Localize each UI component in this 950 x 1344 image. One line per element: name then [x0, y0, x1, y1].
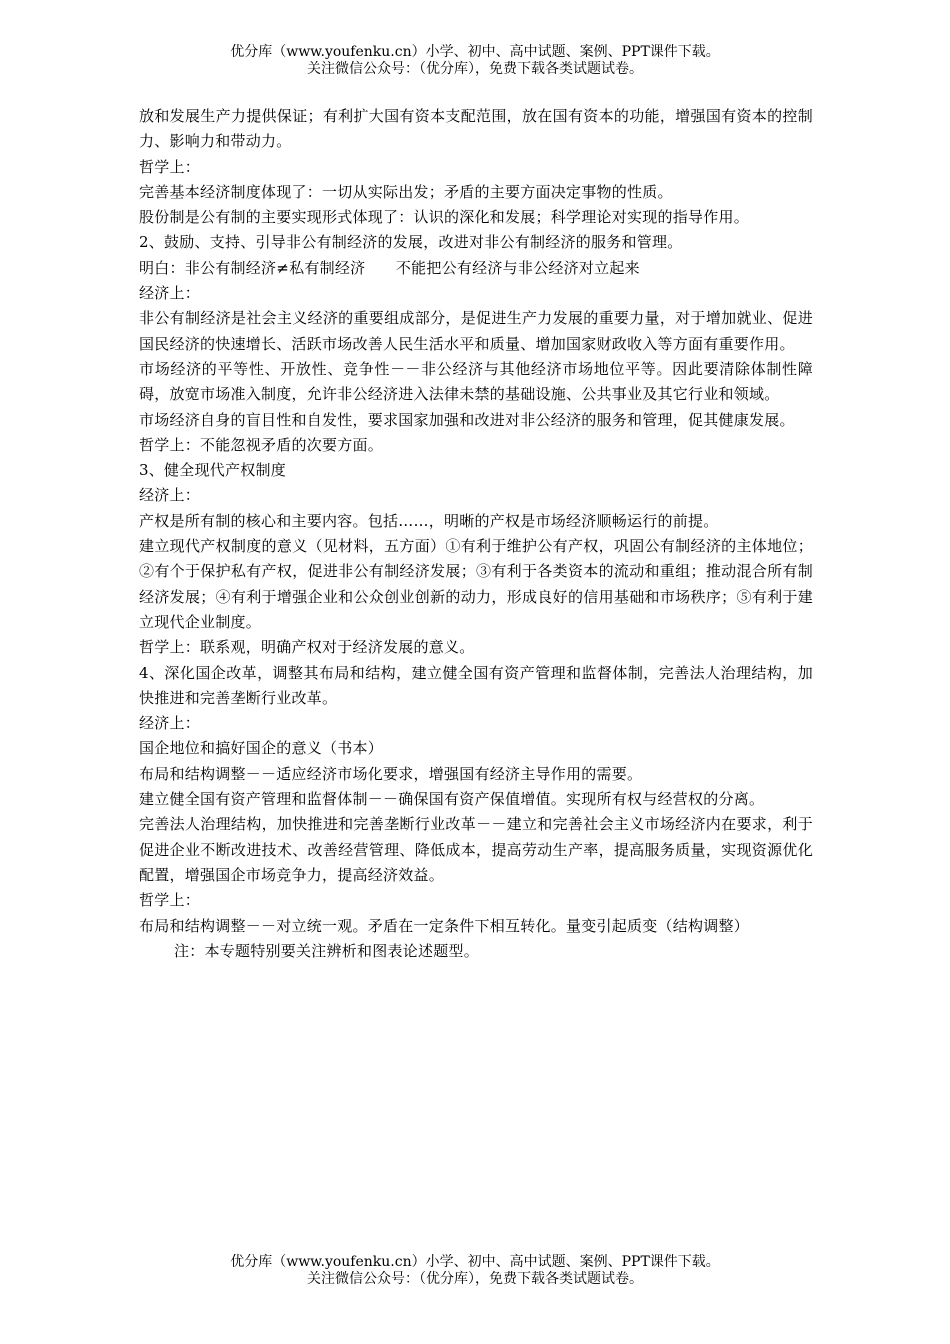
- document-body: [139, 104, 813, 964]
- footer-line-1: 优分库（www.youfenku.cn）小学、初中、高中试题、案例、PPT课件下载。: [230, 1254, 720, 1270]
- paragraph: 布局和结构调整－－适应经济市场化要求，增强国有经济主导作用的需要。: [139, 764, 643, 783]
- paragraph: 市场经济自身的盲目性和自发性，要求国家加强和改进对非公经济的服务和管理，促其健康发展。: [139, 410, 795, 429]
- section-heading: 2、鼓励、支持、引导非公有制经济的发展，改进对非公有制经济的服务和管理。: [139, 233, 683, 252]
- paragraph: 完善基本经济制度体现了：一切从实际出发；矛盾的主要方面决定事物的性质。: [139, 182, 673, 201]
- paragraph: 放和发展生产力提供保证；有利扩大国有资本支配范围，放在国有资本的功能，增强国有资本的控制力、影响力和带动力。: [139, 107, 813, 151]
- paragraph: 完善法人治理结构，加快推进和完善垄断行业改革－－建立和完善社会主义市场经济内在要求，利于促进企业不断改进技术、改善经营管理、降低成本，提高劳动生产率，提高服务质量，实现资源优化配置，增强国企市场竞争力，提高经济效益。: [139, 815, 813, 884]
- paragraph: 明白：非公有制经济≠私有制经济 不能把公有经济与非公经济对立起来: [139, 258, 640, 277]
- paragraph: 产权是所有制的核心和主要内容。包括……，明晰的产权是市场经济顺畅运行的前提。: [139, 511, 719, 530]
- paragraph: 哲学上：联系观，明确产权对于经济发展的意义。: [139, 638, 475, 657]
- paragraph: 哲学上：: [139, 157, 201, 176]
- header-line-1: 优分库（www.youfenku.cn）小学、初中、高中试题、案例、PPT课件下载。: [230, 44, 720, 60]
- paragraph: 市场经济的平等性、开放性、竞争性－－非公经济与其他经济市场地位平等。因此要清除体制性障碍，放宽市场准入制度，允许非公经济进入法律未禁的基础设施、公共事业及其它行业和领域。: [139, 359, 813, 404]
- paragraph: 非公有制经济是社会主义经济的重要组成部分，是促进生产力发展的重要力量，对于增加就业、促进国民经济的快速增长、活跃市场改善人民生活水平和质量、增加国家财政收入等方面有重要作用。: [139, 309, 813, 353]
- paragraph: 布局和结构调整－－对立统一观。矛盾在一定条件下相互转化。量变引起质变（结构调整）: [139, 916, 750, 935]
- paragraph: 哲学上：不能忽视矛盾的次要方面。: [139, 435, 384, 454]
- paragraph: 建立现代产权制度的意义（见材料，五方面）①有利于维护公有产权，巩固公有制经济的主体地位；②有个于保护私有产权，促进非公有制经济发展；③有利于各类资本的流动和重组；推动混合所有制经济发展；④有利于增强企业和公众创业创新的动力，形成良好的信用基础和市场秩序；⑤有利于建立现代企业制度。: [139, 537, 813, 631]
- paragraph: 经济上：: [139, 714, 201, 733]
- paragraph: 股份制是公有制的主要实现形式体现了：认识的深化和发展；科学理论对实现的指导作用。: [139, 208, 750, 227]
- section-heading: 3、健全现代产权制度: [139, 461, 287, 480]
- header-line-2: 关注微信公众号：（优分库），免费下载各类试题试卷。: [307, 61, 643, 77]
- page-header: [0, 44, 950, 78]
- paragraph: 哲学上：: [139, 891, 201, 910]
- page-footer: [0, 1254, 950, 1288]
- paragraph: 经济上：: [139, 284, 201, 303]
- note-paragraph: 注：本专题特别要关注辨析和图表论述题型。: [174, 941, 480, 960]
- paragraph: 建立健全国有资产管理和监督体制－－确保国有资产保值增值。实现所有权与经营权的分离。: [139, 790, 765, 809]
- footer-line-2: 关注微信公众号：（优分库），免费下载各类试题试卷。: [307, 1271, 643, 1287]
- paragraph: 国企地位和搞好国企的意义（书本）: [139, 739, 384, 758]
- section-heading: 4、深化国企改革，调整其布局和结构，建立健全国有资产管理和监督体制，完善法人治理结构，加快推进和完善垄断行业改革。: [139, 663, 813, 707]
- paragraph: 经济上：: [139, 486, 201, 505]
